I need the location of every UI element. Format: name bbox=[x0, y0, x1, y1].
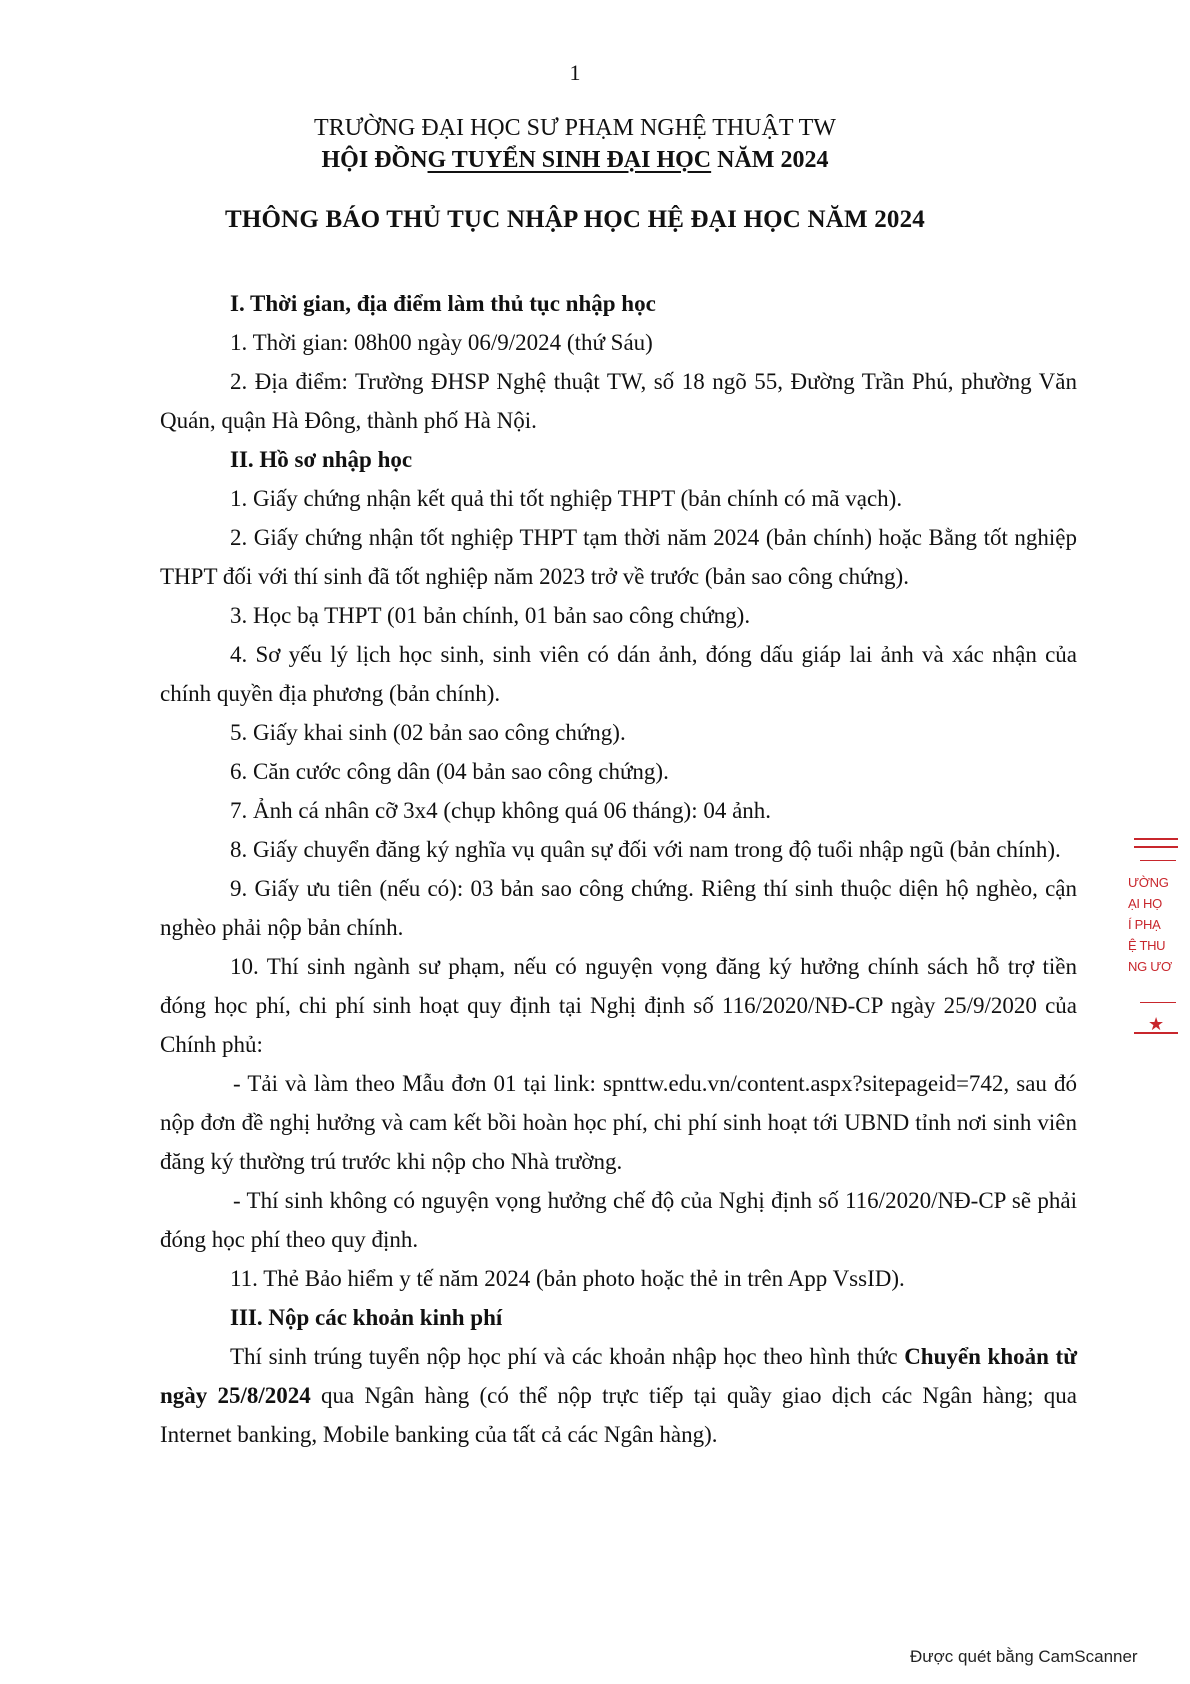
seal-text-line: Í PHẠ bbox=[1128, 917, 1161, 932]
section-2-item: 4. Sơ yếu lý lịch học sinh, sinh viên có dán ảnh, đóng dấu giáp lai ảnh và xác nhận của chính quyền địa phương (bản chính). bbox=[160, 642, 1077, 706]
section-2-item: 2. Giấy chứng nhận tốt nghiệp THPT tạm thời năm 2024 (bản chính) hoặc Bằng tốt nghiệp THPT đối với thí sinh đã tốt nghiệp năm 2023 trở về trước (bản sao công chứng). bbox=[160, 525, 1077, 589]
section-1-item-1: 1. Thời gian: 08h00 ngày 06/9/2024 (thứ Sáu) bbox=[230, 330, 653, 355]
seal-text-line: ƯỜNG bbox=[1128, 875, 1169, 890]
section-3-heading: III. Nộp các khoản kinh phí bbox=[230, 1305, 503, 1330]
section-2-item: 9. Giấy ưu tiên (nếu có): 03 bản sao công chứng. Riêng thí sinh thuộc diện hộ nghèo, cận nghèo phải nộp bản chính. bbox=[160, 876, 1077, 940]
section-2-item: 10. Thí sinh ngành sư phạm, nếu có nguyện vọng đăng ký hưởng chính sách hỗ trợ tiền đóng học phí, chi phí sinh hoạt quy định tại Nghị định số 116/2020/NĐ-CP ngày 25/9/2020 của Chính phủ: bbox=[160, 954, 1077, 1057]
section-1-item-2: 2. Địa điểm: Trường ĐHSP Nghệ thuật TW, số 18 ngõ 55, Đường Trần Phú, phường Văn Quán, quận Hà Đông, thành phố Hà Nội. bbox=[160, 369, 1077, 433]
section-2-item: 5. Giấy khai sinh (02 bản sao công chứng). bbox=[230, 720, 626, 745]
section-2-item: 7. Ảnh cá nhân cỡ 3x4 (chụp không quá 06 tháng): 04 ảnh. bbox=[230, 798, 772, 823]
section-3-paragraph bbox=[160, 1337, 1077, 1454]
section-1-heading: I. Thời gian, địa điểm làm thủ tục nhập học bbox=[230, 291, 656, 316]
section-2-subitem: - Thí sinh không có nguyện vọng hưởng chế độ của Nghị định số 116/2020/NĐ-CP sẽ phải đóng học phí theo quy định. bbox=[160, 1188, 1077, 1252]
section-2-heading: II. Hồ sơ nhập học bbox=[230, 447, 413, 472]
document-title: THÔNG BÁO THỦ TỤC NHẬP HỌC HỆ ĐẠI HỌC NĂM 2024 bbox=[225, 206, 925, 233]
admission-council bbox=[0, 144, 1150, 176]
seal-text-line: ẠI HỌ bbox=[1128, 896, 1162, 911]
section-2-subitem: - Tải và làm theo Mẫu đơn 01 tại link: spnttw.edu.vn/content.aspx?sitepageid=742, sau đó nộp đơn đề nghị hưởng và cam kết bồi hoàn học phí, chi phí sinh hoạt tới UBND tỉnh nơi sinh viên đăng ký thường trú trước khi nộp cho Nhà trường. bbox=[160, 1071, 1077, 1174]
council-part-underlined: G TUYỂN SINH ĐẠI HỌC bbox=[427, 147, 712, 173]
section-2-item: 1. Giấy chứng nhận kết quả thi tốt nghiệp THPT (bản chính có mã vạch). bbox=[230, 486, 903, 511]
seal-text-line: Ệ THU bbox=[1128, 938, 1166, 953]
section-2-item: 11. Thẻ Bảo hiểm y tế năm 2024 (bản photo hoặc thẻ in trên App VssID). bbox=[230, 1266, 905, 1291]
section-2-item: 6. Căn cước công dân (04 bản sao công chứng). bbox=[230, 759, 669, 784]
camscanner-watermark: Được quét bằng CamScanner bbox=[910, 1647, 1138, 1666]
section-3-text-end: qua Ngân hàng (có thể nộp trực tiếp tại quầy giao dịch các Ngân hàng; qua Internet banking, Mobile banking của tất cả các Ngân hàng). bbox=[160, 1383, 1078, 1447]
school-name: TRƯỜNG ĐẠI HỌC SƯ PHẠM NGHỆ THUẬT TW bbox=[314, 115, 836, 141]
section-2-item: 8. Giấy chuyển đăng ký nghĩa vụ quân sự đối với nam trong độ tuổi nhập ngũ (bản chính). bbox=[230, 837, 1061, 862]
council-part-1: HỘI ĐỒN bbox=[321, 147, 428, 173]
council-part-3: NĂM 2024 bbox=[711, 147, 829, 173]
seal-text-line: NG ƯƠ bbox=[1128, 959, 1172, 974]
section-3-text-start: Thí sinh trúng tuyển nộp học phí và các khoản nhập học theo hình thức bbox=[230, 1344, 905, 1369]
section-3-text-bold: Chuyển khoản từ ngày 25/8/2024 bbox=[160, 1344, 1078, 1408]
section-2-item: 3. Học bạ THPT (01 bản chính, 01 bản sao công chứng). bbox=[230, 603, 751, 628]
red-seal-fragment bbox=[1126, 832, 1186, 1042]
star-icon: ★ bbox=[1148, 1014, 1165, 1034]
document-header bbox=[0, 112, 1150, 176]
page-number: 1 bbox=[569, 60, 581, 85]
document-body bbox=[160, 284, 1077, 1454]
